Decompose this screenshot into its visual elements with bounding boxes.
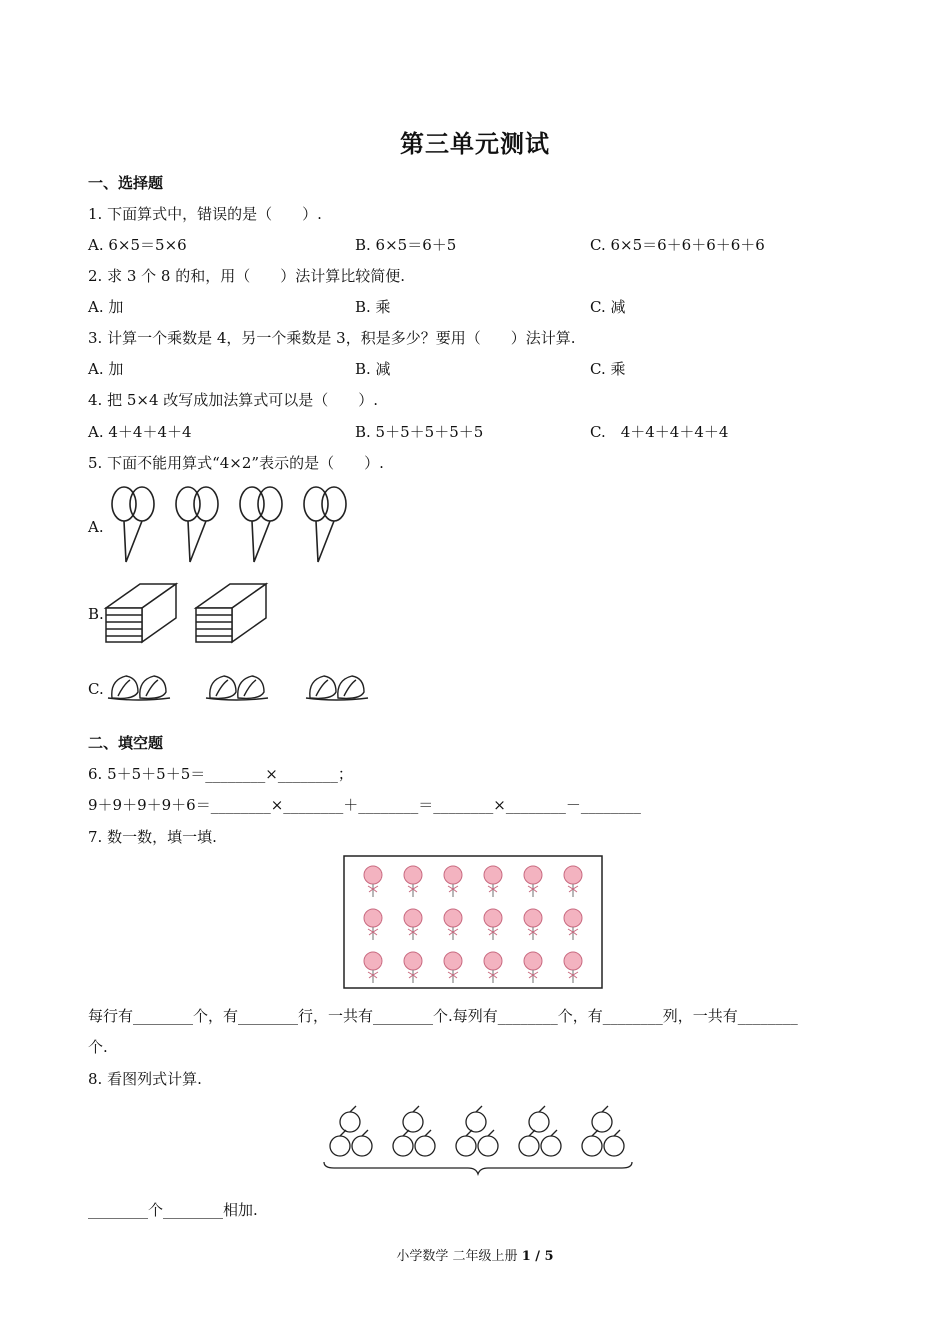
q5-option-b-label: B. xyxy=(88,605,104,623)
apple xyxy=(604,1130,624,1156)
q2-option-a: A. 加 xyxy=(88,298,124,316)
question-1-stem: 1. 下面算式中，错误的是（ ）. xyxy=(88,205,322,223)
apple xyxy=(330,1130,350,1156)
balloon-pair xyxy=(304,487,346,562)
question-2-stem: 2. 求 3 个 8 的和，用（ ）法计算比较简便. xyxy=(88,267,406,285)
peach-pair xyxy=(108,676,170,700)
q3-option-a: A. 加 xyxy=(88,360,124,378)
peaches-illustration xyxy=(108,668,383,704)
q2-option-c: C. 减 xyxy=(590,298,626,316)
page-number: 1 / 5 xyxy=(521,1249,554,1264)
q2-option-b: B. 乘 xyxy=(355,298,391,316)
apple xyxy=(415,1130,435,1156)
q1-option-c: C. 6×5＝6＋6＋6＋6＋6 xyxy=(590,236,765,254)
footer-text: 小学数学 二年级上册 xyxy=(396,1249,522,1264)
q3-option-c: C. 乘 xyxy=(590,360,626,378)
question-7-line-1: 每行有________个，有________行，一共有________个.每列有________个，有________列，一共有________ xyxy=(88,1007,798,1025)
book-stacks-illustration xyxy=(104,582,269,646)
question-6-line-1: 6. 5＋5＋5＋5＝________×________； xyxy=(88,765,353,783)
apple xyxy=(393,1130,413,1156)
question-7-line-2: 个. xyxy=(88,1038,108,1056)
question-5-stem: 5. 下面不能用算式“4×2”表示的是（ ）. xyxy=(88,454,384,472)
balloon-pair xyxy=(240,487,282,562)
question-4-stem: 4. 把 5×4 改写成加法算式可以是（ ）. xyxy=(88,391,379,409)
question-8-stem: 8. 看图列式计算. xyxy=(88,1070,202,1088)
question-8-answer-line: ________个________相加. xyxy=(88,1201,258,1219)
balloon-pair xyxy=(176,487,218,562)
section-heading-fill: 二、填空题 xyxy=(88,734,164,752)
apple xyxy=(529,1106,549,1132)
balloon-pair xyxy=(112,487,154,562)
peach-pair xyxy=(306,676,368,700)
q4-option-a: A. 4＋4＋4＋4 xyxy=(88,423,192,441)
question-3-stem: 3. 计算一个乘数是 4，另一个乘数是 3，积是多少？要用（ ）法计算. xyxy=(88,329,576,347)
q1-option-a: A. 6×5＝5×6 xyxy=(88,236,187,254)
page-title: 第三单元测试 xyxy=(400,130,550,158)
peach-pair xyxy=(206,676,268,700)
q5-option-c-label: C. xyxy=(88,680,104,698)
q5-option-a-label: A. xyxy=(88,518,104,536)
question-7-stem: 7. 数一数，填一填. xyxy=(88,828,217,846)
apple xyxy=(478,1130,498,1156)
q3-option-b: B. 减 xyxy=(355,360,391,378)
apple xyxy=(352,1130,372,1156)
q4-option-b: B. 5＋5＋5＋5＋5 xyxy=(355,423,484,441)
apple xyxy=(541,1130,561,1156)
apple xyxy=(403,1106,423,1132)
apple xyxy=(592,1106,612,1132)
q1-option-b: B. 6×5＝6＋5 xyxy=(355,236,457,254)
apples-illustration xyxy=(320,1104,635,1176)
apple xyxy=(340,1106,360,1132)
apple xyxy=(466,1106,486,1132)
q4-option-c: C. 4＋4＋4＋4＋4 xyxy=(590,423,729,441)
apple xyxy=(519,1130,539,1156)
balloons-illustration xyxy=(104,484,364,568)
brace xyxy=(324,1162,632,1174)
apple xyxy=(456,1130,476,1156)
book-stack xyxy=(196,584,266,642)
apple xyxy=(582,1130,602,1156)
section-heading-choice: 一、选择题 xyxy=(88,174,164,192)
lollipop-grid xyxy=(343,855,603,989)
book-stack xyxy=(106,584,176,642)
question-6-line-2: 9＋9＋9＋9＋6＝________×________＋________＝________×________－________ xyxy=(88,796,641,814)
page-footer xyxy=(0,1245,950,1264)
